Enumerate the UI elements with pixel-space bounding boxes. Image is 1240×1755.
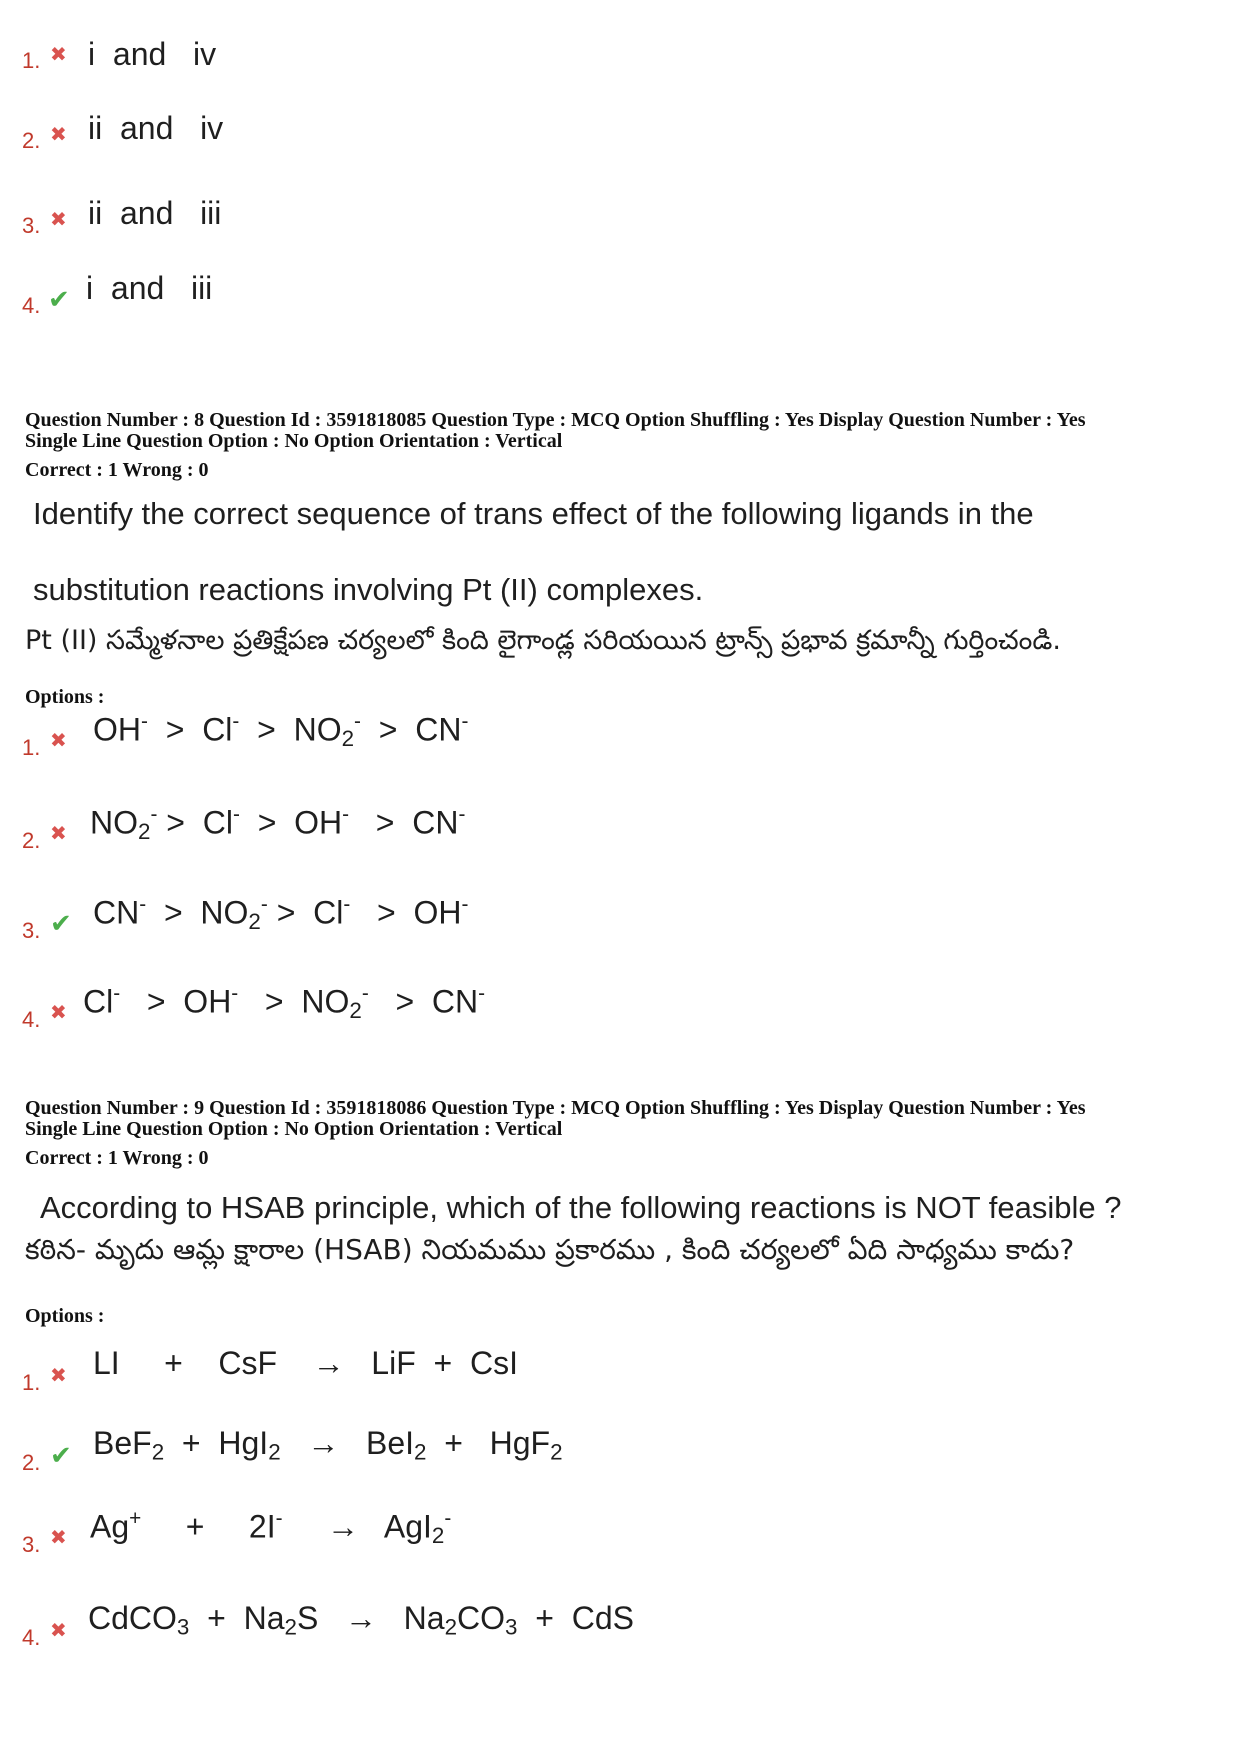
q8-score: Correct : 1 Wrong : 0	[25, 459, 209, 481]
q8-option-4	[0, 982, 1240, 1042]
q9-meta-line1: Question Number : 9 Question Id : 3591818086 Question Type : MCQ Option Shuffling : Yes Display Question Number : Yes	[25, 1097, 1086, 1119]
q9-option-1	[0, 1345, 1240, 1405]
check-icon: ✔	[50, 1441, 72, 1471]
cross-icon: ✖	[50, 1525, 67, 1549]
q9-option-4	[0, 1600, 1240, 1660]
check-icon: ✔	[48, 285, 70, 315]
option-formula: LI + CsF → LiF + CsI	[93, 1345, 518, 1381]
option-number: 2.	[22, 128, 41, 153]
q8-text-line1: Identify the correct sequence of trans effect of the following ligands in the	[33, 496, 1034, 531]
option-text: i and iii	[86, 270, 213, 306]
prev-option-2	[0, 110, 1240, 170]
option-number: 4.	[22, 1007, 41, 1032]
option-number: 3.	[22, 918, 41, 943]
cross-icon: ✖	[50, 122, 67, 146]
cross-icon: ✖	[50, 207, 67, 231]
q8-meta-line2: Single Line Question Option : No Option Orientation : Vertical	[25, 430, 563, 452]
q9-meta-line2: Single Line Question Option : No Option Orientation : Vertical	[25, 1118, 563, 1140]
prev-option-4	[0, 270, 1240, 335]
cross-icon: ✖	[50, 42, 67, 66]
q9-telugu-text: కఠిన- మృదు ఆమ్ల క్షారాల (HSAB) నియమము ప్రకారము , కింది చర్యలలో ఏది సాధ్యము కాదు?	[25, 1233, 1075, 1266]
option-number: 2.	[22, 828, 41, 853]
option-number: 4.	[22, 1625, 41, 1650]
option-formula: $NO_2^- > Cl^- > OH^-$ > CN-	[90, 803, 466, 845]
option-formula: Ag+ + 2I- → AgI$_2$-	[90, 1507, 452, 1549]
option-number: 1.	[22, 48, 41, 73]
q9-option-3	[0, 1507, 1240, 1567]
check-icon: ✔	[50, 909, 72, 939]
q8-options-label: Options :	[25, 686, 105, 708]
cross-icon: ✖	[50, 1363, 67, 1387]
option-number: 3.	[22, 213, 41, 238]
option-text: ii and iv	[88, 110, 224, 146]
q9-option-2	[0, 1425, 1240, 1485]
q8-option-2	[0, 803, 1240, 863]
option-formula: Cl- > OH- > $NO_2^-$ > CN-	[83, 982, 486, 1024]
q8-option-1	[0, 710, 1240, 770]
cross-icon: ✖	[50, 1000, 67, 1024]
cross-icon: ✖	[50, 821, 67, 845]
q8-option-3	[0, 893, 1240, 953]
q8-meta-line1: Question Number : 8 Question Id : 3591818085 Question Type : MCQ Option Shuffling : Yes Display Question Number : Yes	[25, 409, 1086, 431]
option-formula: BeF$_2$ + HgI$_2$ → BeI$_2$ + HgF$_2$	[93, 1425, 563, 1465]
option-formula: $OH^- > Cl^- > NO_2^- > CN^-$	[93, 710, 469, 752]
option-formula: $CN^- > NO_2^- > Cl^-$ > OH-	[93, 893, 469, 935]
cross-icon: ✖	[50, 728, 67, 752]
option-number: 1.	[22, 1370, 41, 1395]
prev-option-1	[0, 30, 1240, 90]
option-number: 3.	[22, 1532, 41, 1557]
prev-option-3	[0, 195, 1240, 255]
option-text: i and iv	[88, 36, 217, 72]
q9-text-line1: According to HSAB principle, which of the following reactions is NOT feasible ?	[40, 1190, 1122, 1225]
option-text: ii and iii	[88, 195, 222, 231]
option-number: 2.	[22, 1450, 41, 1475]
cross-icon: ✖	[50, 1618, 67, 1642]
option-number: 1.	[22, 735, 41, 760]
q9-score: Correct : 1 Wrong : 0	[25, 1147, 209, 1169]
q8-text-line2: substitution reactions involving Pt (II) complexes.	[33, 572, 704, 607]
option-formula: CdCO$_3$ + $Na_2S$ → $Na_2CO_3$ + CdS	[88, 1600, 634, 1640]
q8-telugu-text: Pt (II) సమ్మేళనాల ప్రతిక్షేపణ చర్యలలో కింది లైగాండ్ల సరియయిన ట్రాన్స్ ప్రభావ క్రమాన్నీ గుర్తించండి.	[25, 625, 1061, 656]
q9-options-label: Options :	[25, 1305, 105, 1327]
option-number: 4.	[22, 293, 41, 318]
